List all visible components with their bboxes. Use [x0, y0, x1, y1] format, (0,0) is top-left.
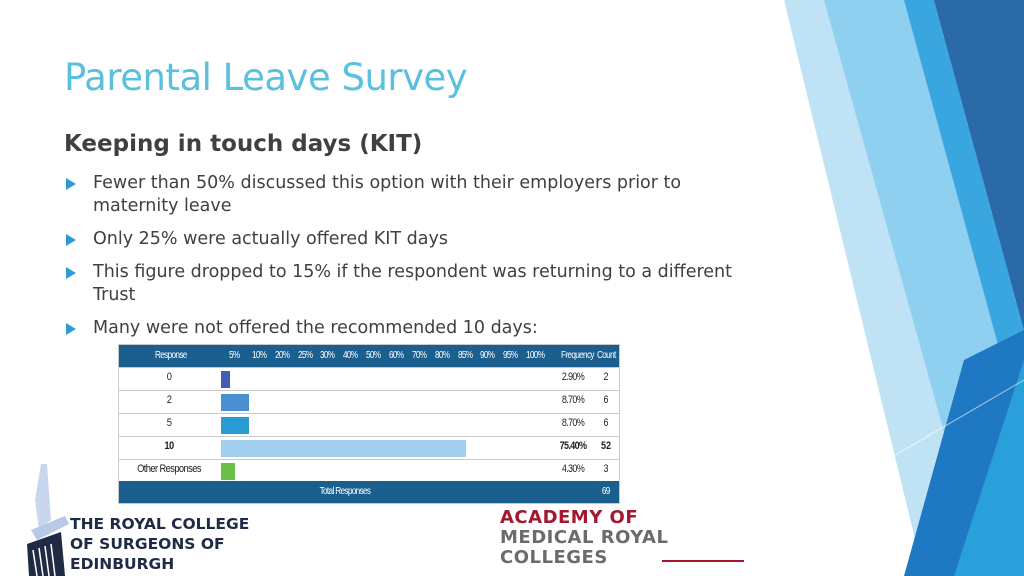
response-cell: 5	[166, 417, 172, 429]
bullet-arrow-icon	[66, 323, 76, 335]
count-cell: 6	[603, 394, 609, 406]
scale-tick-label: 80%	[434, 350, 450, 361]
response-cell: 2	[166, 394, 172, 406]
response-cell: 10	[164, 440, 174, 452]
bullet-list	[64, 172, 754, 350]
scale-tick-label: 50%	[366, 350, 381, 361]
academy-medical-royal-colleges-logo: ACADEMY OF MEDICAL ROYAL COLLEGES	[500, 508, 668, 568]
total-responses-value: 69	[601, 486, 610, 497]
scale-tick-label: 100%	[526, 350, 545, 361]
slide-title: Parental Leave Survey	[64, 56, 468, 99]
rcs-logo-text: THE ROYAL COLLEGE OF SURGEONS OF EDINBURGH	[70, 515, 250, 573]
scale-tick-label: 5%	[229, 350, 240, 361]
scale-tick-label: 95%	[503, 350, 518, 361]
response-cell: Other Responses	[137, 463, 201, 475]
bullet-item: Only 25% were actually offered KIT days	[64, 228, 754, 251]
total-responses-label: Total Responses	[319, 486, 371, 497]
bullet-arrow-icon	[66, 234, 76, 246]
scale-tick-label: 60%	[389, 350, 404, 361]
frequency-cell: 75.40%	[559, 440, 587, 452]
bullet-item: Many were not offered the recommended 10 days:	[64, 317, 754, 340]
count-cell: 2	[603, 371, 609, 383]
logo-underline	[662, 560, 744, 562]
frequency-bar	[221, 371, 230, 388]
frequency-header: Frequency	[561, 350, 594, 361]
response-header: Response	[155, 350, 187, 361]
table-row	[119, 413, 619, 436]
scale-tick-label: 40%	[343, 350, 358, 361]
frequency-bar	[221, 417, 249, 434]
decorative-background-shapes	[784, 0, 1024, 576]
section-heading: Keeping in touch days (KIT)	[64, 131, 423, 157]
frequency-bar	[221, 394, 249, 411]
scale-tick-label: 85%	[457, 350, 473, 361]
table-header	[119, 345, 619, 367]
scale-tick-label: 90%	[480, 350, 495, 361]
count-header: Count	[597, 350, 616, 361]
frequency-bar	[221, 440, 466, 457]
count-cell: 6	[603, 417, 609, 429]
table-row	[119, 390, 619, 413]
table-row	[119, 436, 619, 459]
bullet-arrow-icon	[66, 267, 76, 279]
scale-tick-label: 10%	[251, 350, 267, 361]
frequency-cell: 8.70%	[561, 417, 585, 429]
response-cell: 0	[166, 371, 172, 383]
scale-tick-label: 30%	[320, 350, 335, 361]
scale-tick-label: 70%	[411, 350, 427, 361]
bullet-item: Fewer than 50% discussed this option with their employers prior to maternity leave	[64, 172, 754, 218]
table-row	[119, 367, 619, 390]
frequency-cell: 4.30%	[561, 463, 585, 475]
scale-tick-label: 20%	[274, 350, 290, 361]
bullet-arrow-icon	[66, 178, 76, 190]
frequency-cell: 2.90%	[561, 371, 585, 383]
frequency-cell: 8.70%	[561, 394, 585, 406]
count-cell: 3	[603, 463, 609, 475]
scale-tick-label: 25%	[297, 350, 313, 361]
bullet-item: This figure dropped to 15% if the respondent was returning to a different Trust	[64, 261, 754, 307]
count-cell: 52	[600, 440, 612, 452]
